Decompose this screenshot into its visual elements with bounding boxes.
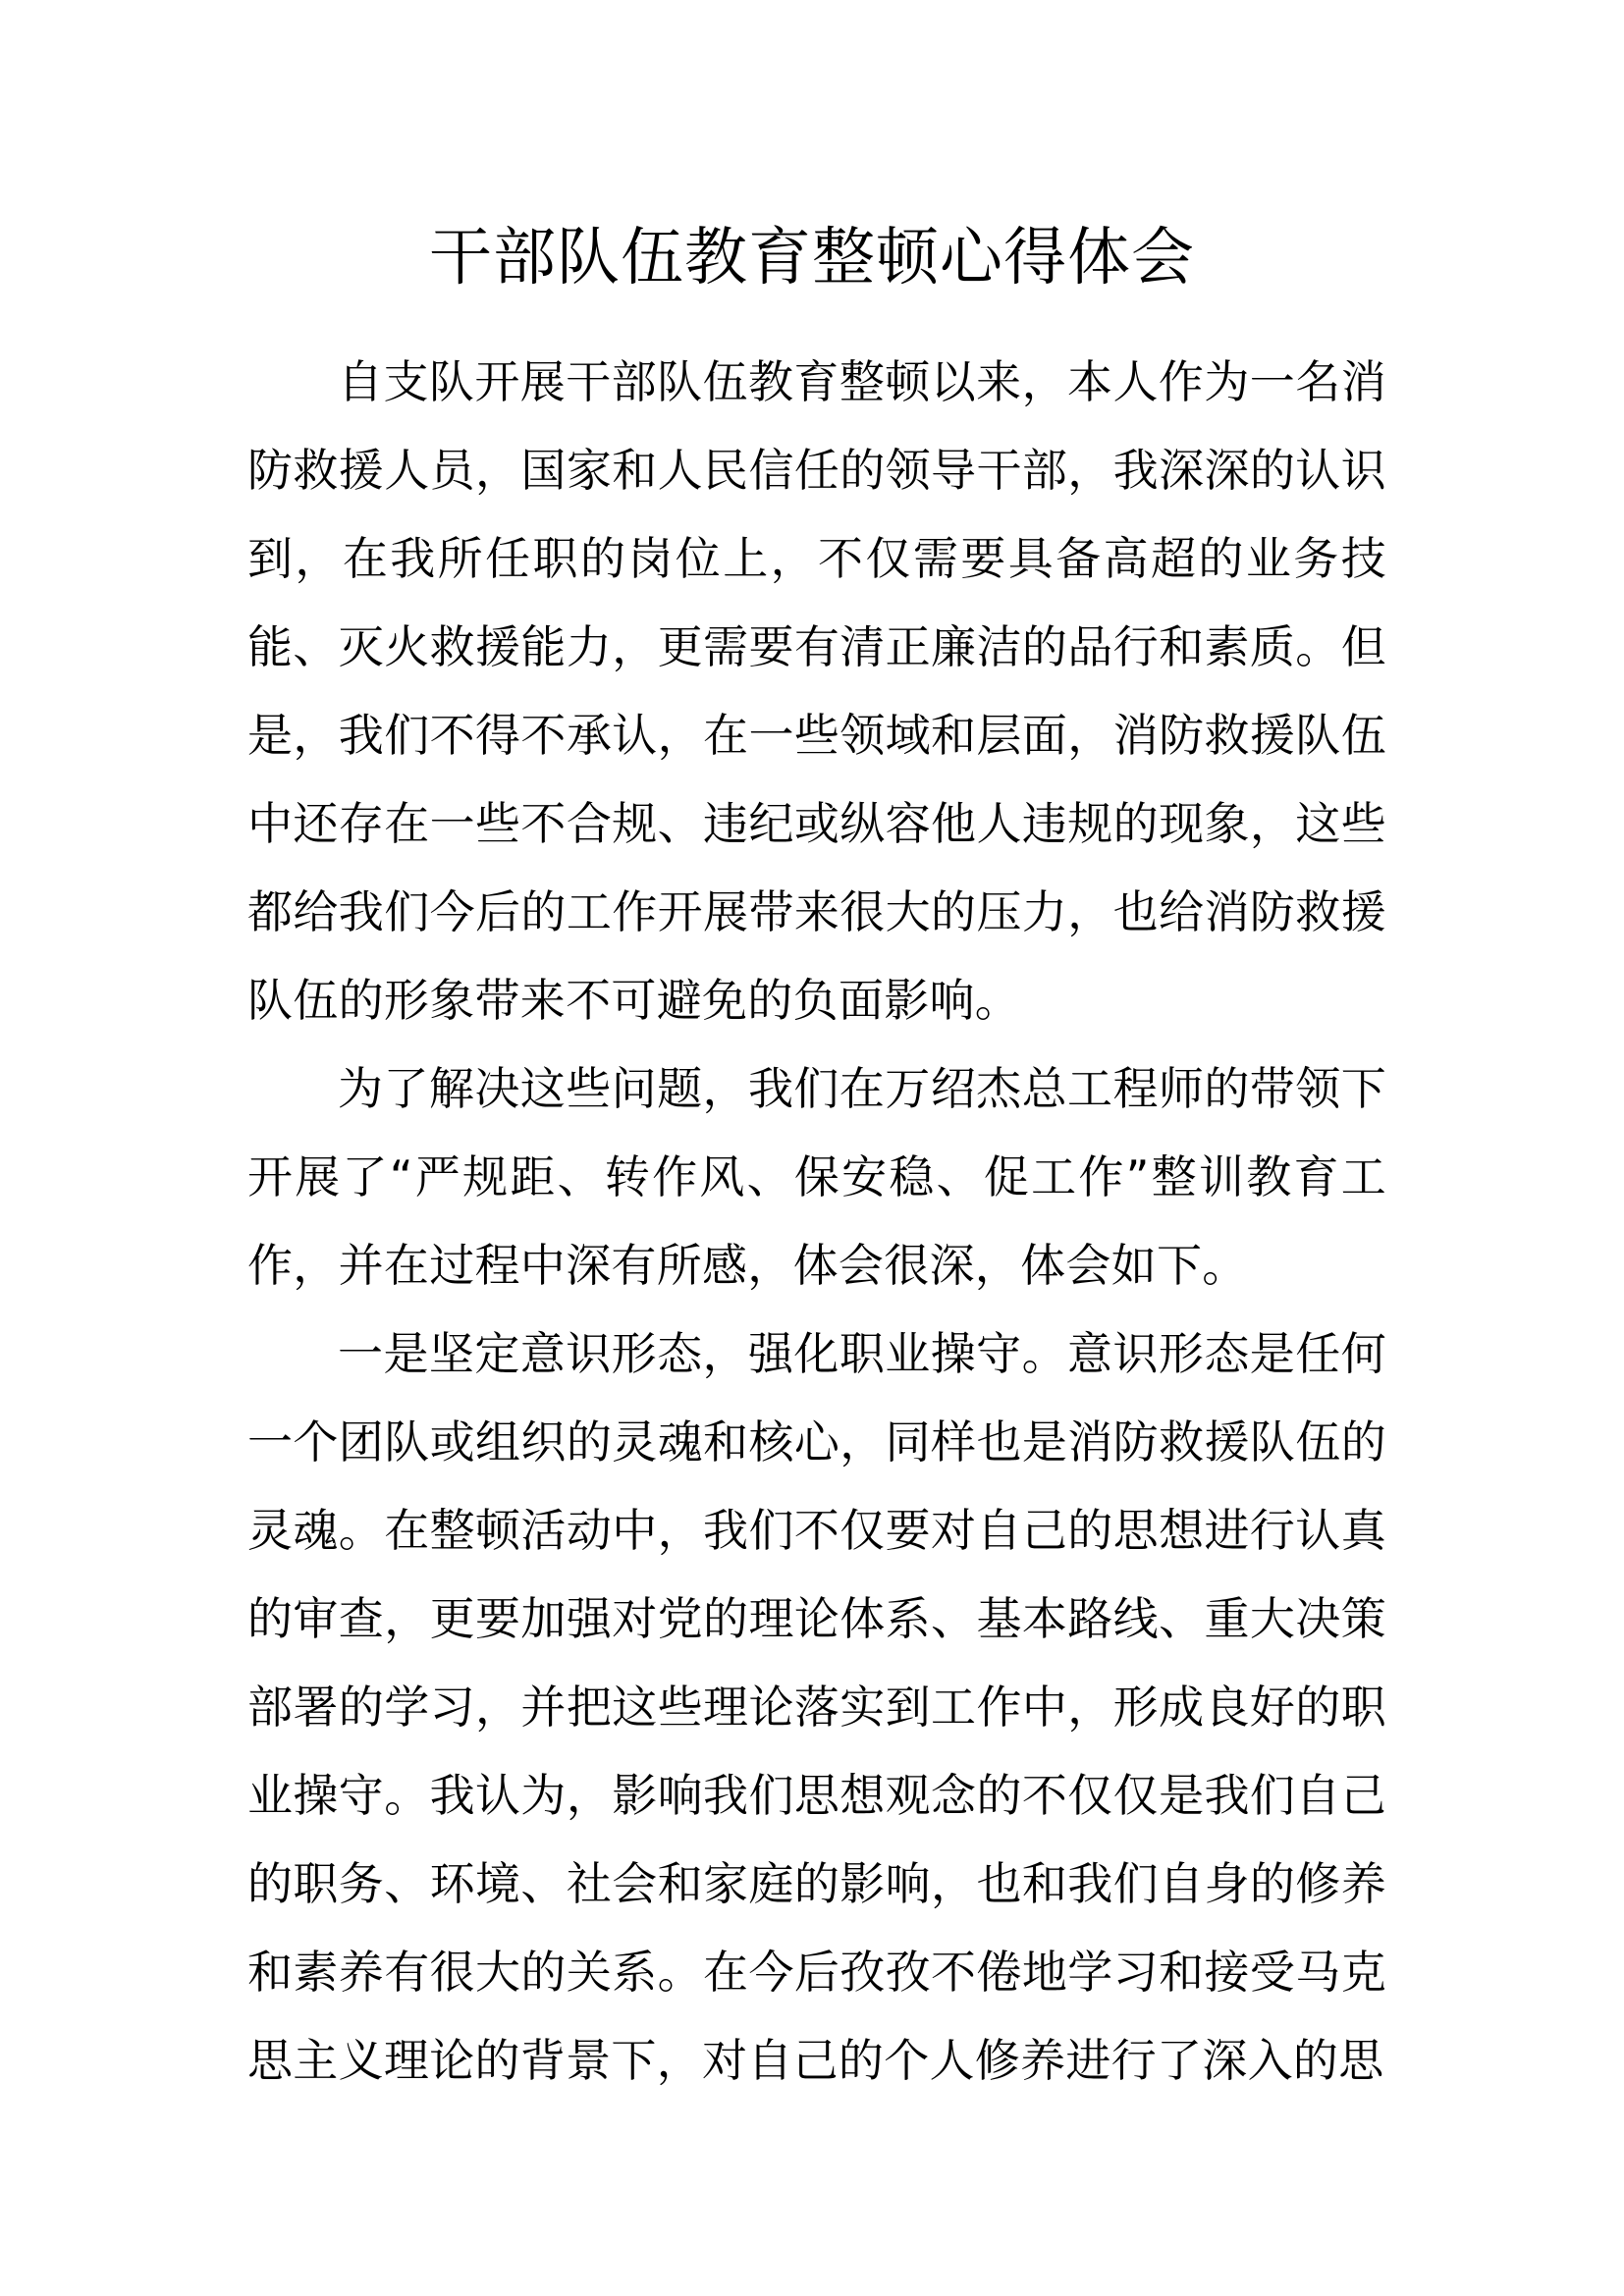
paragraph-2: 为了解决这些问题，我们在万绍杰总工程师的带领下开展了“严规距、转作风、保安稳、促工作”整训教育工作，并在过程中深有所感，体会很深，体会如下。 bbox=[247, 1062, 1386, 1292]
paragraph-1: 自支队开展干部队伍教育整顿以来，本人作为一名消防救援人员，国家和人民信任的领导干部，我深深的认识到，在我所任职的岗位上，不仅需要具备高超的业务技能、灭火救援能力，更需要有清正廉洁的品行和素质。但是，我们不得不承认，在一些领域和层面，消防救援队伍中还存在一些不合规、违纪或纵容他人违规的现象，这些都给我们今后的工作开展带来很大的压力，也给消防救援队伍的形象带来不可避免的负面影响。 bbox=[247, 355, 1386, 1027]
document-title: 干部队伍教育整顿心得体会 bbox=[429, 222, 1195, 294]
document-body bbox=[247, 338, 1386, 2105]
paragraph-3: 一是坚定意识形态，强化职业操守。意识形态是任何一个团队或组织的灵魂和核心，同样也是消防救援队伍的灵魂。在整顿活动中，我们不仅要对自己的思想进行认真的审查，更要加强对党的理论体系、基本路线、重大决策部署的学习，并把这些理论落实到工作中，形成良好的职业操守。我认为，影响我们思想观念的不仅仅是我们自己的职务、环境、社会和家庭的影响，也和我们自身的修养和素养有很大的关系。在今后孜孜不倦地学习和接受马克思主义理论的背景下，对自己的个人修养进行了深入的思 bbox=[247, 1327, 1386, 2087]
